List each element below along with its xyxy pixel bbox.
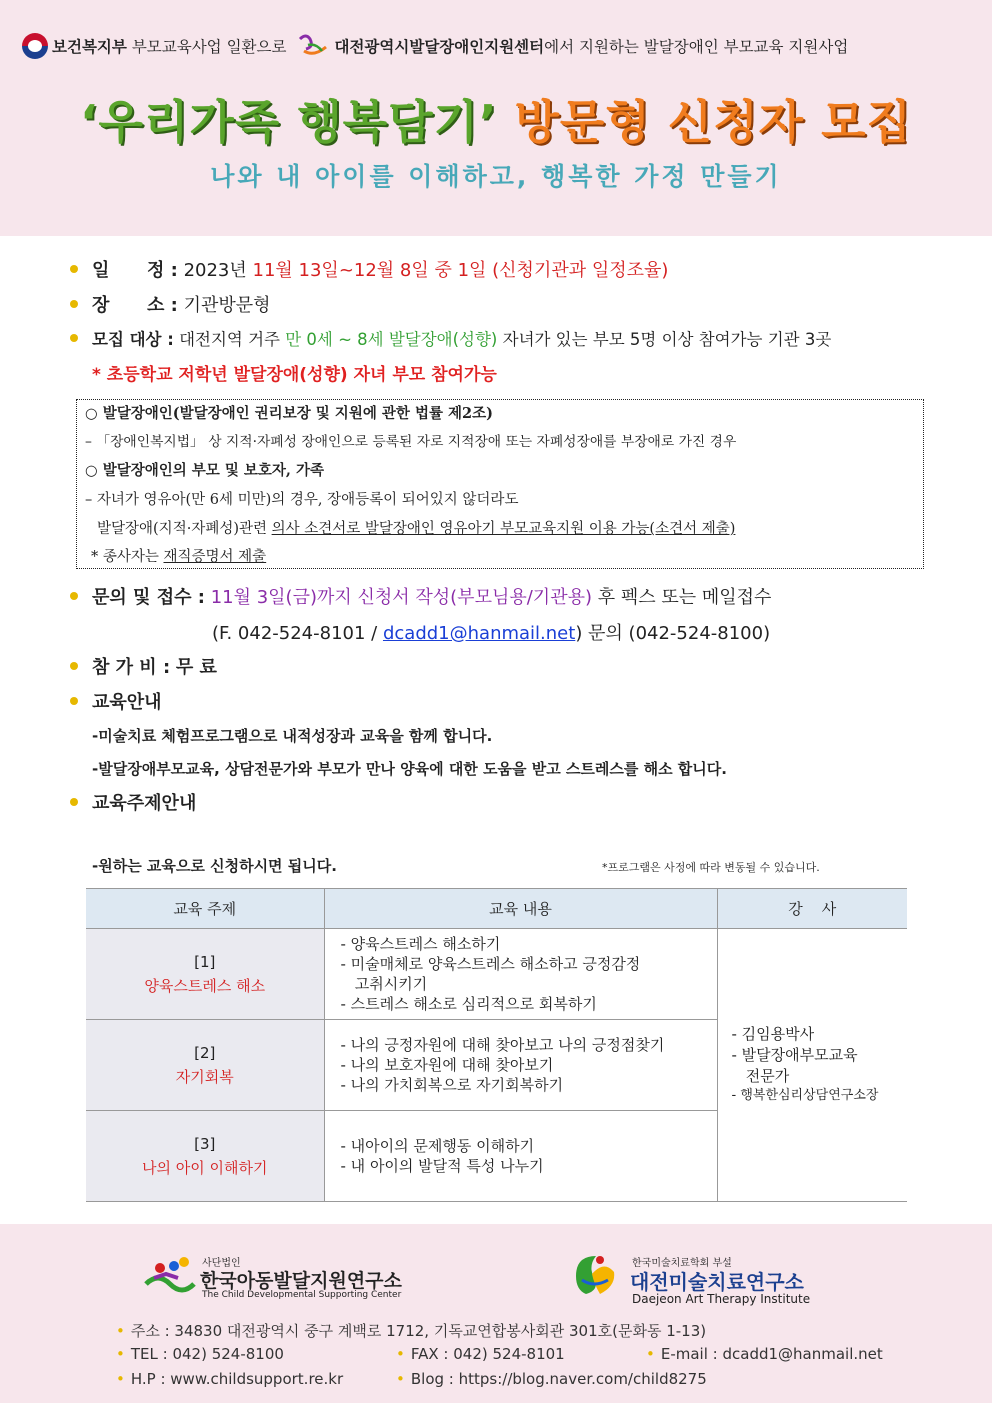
page-subtitle: 나와 내 아이를 이해하고, 행복한 가정 만들기 [210, 162, 782, 191]
contact-detail [212, 619, 770, 645]
title-orange: 방문형 신청자 모집 [514, 95, 912, 149]
topic-title: 양육스트레스 해소 [144, 977, 266, 995]
homepage-link[interactable]: H.P : www.childsupport.re.kr [130, 1370, 344, 1388]
content-item: - 내아이의 문제행동 이해하기 [340, 1136, 535, 1155]
contact-form: 신청서 작성(부모님용/기관용) [357, 587, 592, 608]
topic-number: [1] [194, 953, 216, 971]
topic-number: [3] [194, 1135, 216, 1153]
content-cell [324, 1020, 717, 1111]
recruit-part2: 자녀가 있는 부모 5명 이상 참여가능 기관 3곳 [502, 330, 832, 349]
address-line [116, 1320, 706, 1341]
definition-box [76, 399, 924, 569]
email-link[interactable]: dcadd1@hanmail.net [382, 623, 576, 644]
topic-number: [2] [194, 1044, 216, 1062]
bullet-icon [70, 798, 78, 806]
org1-en: The Child Developmental Supporting Center [202, 1290, 402, 1300]
bullet-icon: • [646, 1345, 655, 1363]
schedule-row [70, 256, 668, 282]
sponsor-line [22, 30, 982, 62]
instructor-line: - 행복한심리상담연구소장 [731, 1088, 879, 1104]
contact-row [70, 583, 771, 609]
contact-tail: 후 펙스 또는 메일접수 [597, 587, 772, 608]
recruit-part1: 대전지역 거주 [179, 330, 280, 349]
org1-name: 한국아동발달지원연구소 [200, 1270, 402, 1292]
guide-line-1: -미술치료 체험프로그램으로 내적성장과 교육을 함께 합니다. [92, 727, 493, 745]
contact-label: 문의 및 접수 : [92, 587, 205, 608]
bullet-icon: • [116, 1322, 125, 1340]
place-label: 장 소 : [92, 295, 178, 316]
topic-cell [86, 1111, 324, 1202]
child-center-logo-icon [144, 1254, 196, 1296]
ministry-name: 보건복지부 [52, 38, 127, 56]
art-therapy-logo-icon [570, 1250, 620, 1300]
bullet-icon [70, 592, 78, 600]
fee-label: 참 가 비 : [92, 657, 171, 678]
topic-title: 자기회복 [175, 1068, 234, 1086]
topic-cell [86, 929, 324, 1020]
content-item: - 스트레스 해소로 심리적으로 회복하기 [340, 995, 597, 1014]
tel-line [116, 1345, 284, 1363]
fee-row [70, 653, 217, 679]
box-line-3: ○ 발달장애인의 부모 및 보호자, 가족 [85, 462, 325, 479]
content-item: - 나의 가치회복으로 자기회복하기 [340, 1076, 564, 1095]
blog-link[interactable]: Blog : https://blog.naver.com/child8275 [410, 1370, 707, 1388]
bullet-icon [70, 265, 78, 273]
content-item: - 나의 긍정자원에 대해 찾아보고 나의 긍정점찾기 [340, 1035, 665, 1054]
sponsor-text-1: 부모교육사업 일환으로 [131, 38, 287, 56]
org2-small: 한국미술치료학회 부설 [632, 1258, 732, 1269]
topics-intro: -원하는 교육으로 신청하시면 됩니다. [92, 857, 337, 875]
schedule-label: 일 정 : [92, 260, 178, 281]
content-item: - 미술매체로 양육스트레스 해소하고 긍정감정 [340, 954, 641, 973]
bullet-icon [70, 662, 78, 670]
box-line-5 [97, 517, 735, 538]
instructor-line: - 발달장애부모교육 [731, 1046, 858, 1065]
recruit-label: 모집 대상 : [92, 330, 174, 349]
place-row [70, 291, 271, 317]
guide-line-2: -발달장애부모교육, 상담전문가와 부모가 만나 양육에 대한 도움을 받고 스트레스를 해소 합니다. [92, 760, 727, 778]
content-cell [324, 929, 717, 1020]
program-change-note: *프로그램은 사정에 따라 변동될 수 있습니다. [602, 861, 820, 874]
box-line-5a: 발달장애(지적·자폐성)관련 [97, 521, 267, 537]
blog-line [396, 1370, 707, 1388]
bullet-icon: • [116, 1345, 125, 1363]
org2-name: 대전미술치료연구소 [630, 1270, 804, 1294]
content-item: - 나의 보호자원에 대해 찾아보기 [340, 1055, 554, 1074]
topics-row [70, 789, 196, 815]
fax: FAX : 042) 524-8101 [410, 1345, 565, 1363]
footer-email[interactable]: E-mail : dcadd1@hanmail.net [660, 1345, 883, 1363]
hp-line [116, 1370, 343, 1388]
fee-value: 무 료 [175, 657, 217, 678]
address: 주소 : 34830 대전광역시 중구 계백로 1712, 기독교연합봉사회관 301호(문화동 1-13) [130, 1322, 707, 1340]
instructor-line: - 김임용박사 [731, 1025, 815, 1044]
content-item: - 양육스트레스 해소하기 [340, 934, 501, 953]
fax-line [396, 1345, 565, 1363]
content-cell [324, 1111, 717, 1202]
page-title [0, 86, 992, 152]
org1-small: 사단법인 [202, 1258, 241, 1269]
fax-number: (F. 042-524-8101 / [212, 623, 378, 644]
contact-deadline: 11월 3일(금)까지 [210, 587, 352, 608]
tel: TEL : 042) 524-8100 [130, 1345, 284, 1363]
place-value: 기관방문형 [183, 295, 271, 316]
bullet-icon: • [396, 1370, 405, 1388]
curriculum-table [86, 888, 907, 1202]
email-line [646, 1345, 883, 1363]
header-content: 교육 내용 [324, 889, 717, 929]
guide-row [70, 688, 162, 714]
instructor-cell [717, 929, 907, 1202]
ministry-logo-icon [22, 33, 48, 59]
schedule-year: 2023년 [183, 260, 247, 281]
topic-title: 나의 아이 이해하기 [142, 1159, 268, 1177]
schedule-detail: 11월 13일~12월 8일 중 1일 (신청기관과 일정조율) [252, 260, 669, 281]
bullet-icon: • [396, 1345, 405, 1363]
topic-cell [86, 1020, 324, 1111]
header-topic: 교육 주제 [86, 889, 324, 929]
box-line-4: – 자녀가 영유아(만 6세 미만)의 경우, 장애등록이 되어있지 않더라도 [85, 492, 519, 508]
box-line-6b: 재직증명서 제출 [163, 549, 267, 565]
recruit-highlight: 만 0세 ~ 8세 발달장애(성향) [285, 330, 498, 349]
box-line-1: ○ 발달장애인(발달장애인 권리보장 및 지원에 관한 법률 제2조) [85, 405, 493, 422]
phone-number: ) 문의 (042-524-8100) [575, 623, 771, 644]
bullet-icon [70, 334, 78, 342]
title-green: ‘우리가족 행복담기’ [80, 95, 498, 149]
box-line-6a: * 종사자는 [91, 549, 159, 565]
instructor-line: 전문가 [731, 1067, 790, 1086]
elementary-note: * 초등학교 저학년 발달장애(성향) 자녀 부모 참여가능 [92, 365, 497, 385]
header-instructor: 강 사 [717, 889, 907, 929]
guide-label: 교육안내 [92, 692, 162, 713]
center-name: 대전광역시발달장애인지원센터 [334, 38, 545, 56]
box-line-5b: 의사 소견서로 발달장애인 영유아기 부모교육지원 이용 가능(소견서 제출) [271, 521, 736, 537]
content-item: - 내 아이의 발달적 특성 나누기 [340, 1157, 544, 1175]
sponsor-text-2: 에서 지원하는 발달장애인 부모교육 지원사업 [544, 38, 849, 56]
footer [0, 1224, 992, 1403]
table-row [86, 929, 907, 1020]
box-line-6 [91, 545, 266, 566]
content-item: 고취시키기 [340, 975, 428, 993]
bullet-icon [70, 697, 78, 705]
header-banner [0, 0, 992, 236]
table-header-row [86, 889, 907, 929]
box-line-2: – 「장애인복지법」 상 지적·자폐성 장애인으로 등록된 자로 지적장애 또는 자폐성장애를 부장애로 가진 경우 [85, 434, 737, 450]
bullet-icon [70, 300, 78, 308]
org2-en: Daejeon Art Therapy Institute [632, 1292, 811, 1306]
topics-label: 교육주제안내 [92, 793, 197, 814]
recruit-row [70, 326, 831, 350]
bullet-icon: • [116, 1370, 125, 1388]
center-logo-icon [296, 33, 330, 59]
